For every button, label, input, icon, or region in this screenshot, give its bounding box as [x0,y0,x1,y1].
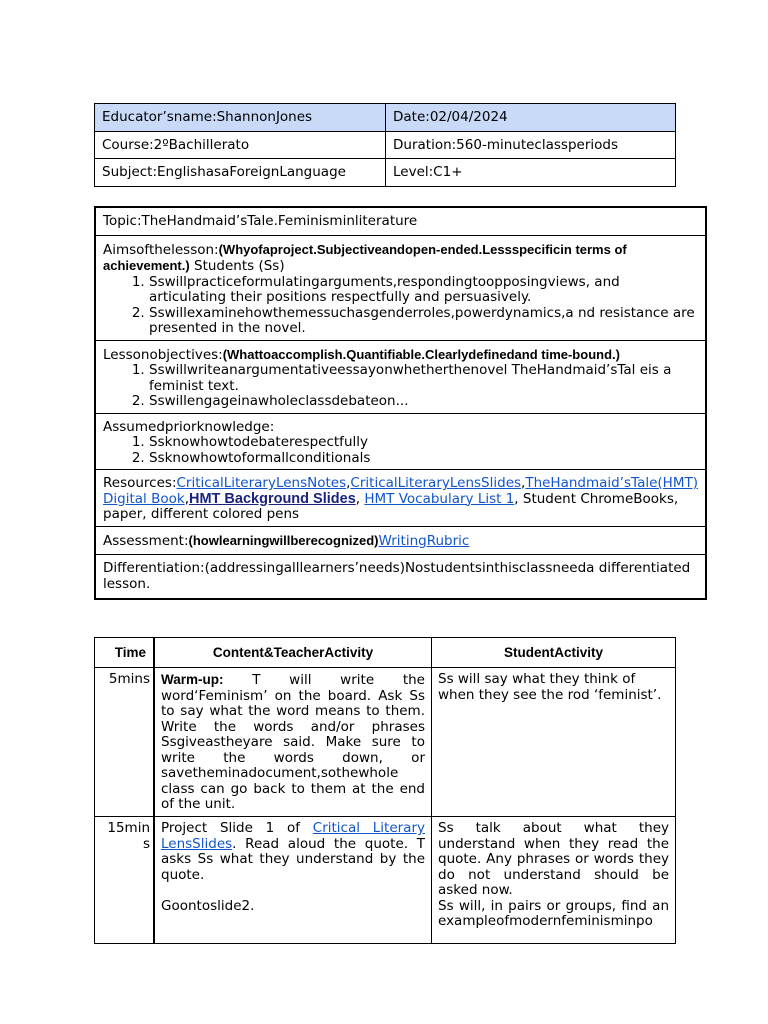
resources-cell [95,470,706,527]
student-text: Ss will, in pairs or groups, find an exampleofmodernfeminisminpo [438,897,669,929]
list-item: 2. Sswillexaminehowthemessuchasgenderroles,powerdynamics,a nd resistance are presented in the novel. [149,306,698,337]
aims-list [103,275,698,337]
assessment-cell [95,526,706,555]
prior-label: Assumedpriorknowledge: [103,418,275,435]
teacher-activity [154,668,432,817]
slide-text-pre: Project Slide 1 of [161,820,313,836]
list-item: 1. Ssknowhowtodebaterespectfully [149,435,698,451]
teacher-activity-header: Content&TeacherActivity [154,638,432,668]
differentiation-row [95,555,706,600]
assessment-note: (howlearningwillberecognized) [188,532,379,548]
hmt-digital-book-link[interactable]: TheHandmaid’sTale(HMT) Digital Book [103,475,698,507]
activities-header-row [95,638,676,668]
lesson-plan-table [94,206,707,600]
critical-lens-notes-link[interactable]: CriticalLiteraryLensNotes [176,475,347,491]
prior-knowledge-row [95,413,706,470]
duration: Duration:560-minuteclassperiods [386,131,676,159]
resources-label: Resources: [103,475,177,491]
hmt-background-slides-link[interactable]: HMT Background Slides [188,490,356,507]
activity-time: 15mins [95,817,155,944]
separator: , [355,490,365,507]
aims-row [95,235,706,340]
list-item: 1. Sswillpracticeformulatingarguments,respondingtoopposingviews, and articulating their positions respectfully and persuasively. [149,275,698,306]
course: Course:2ºBachillerato [95,131,386,159]
student-activity: Ss will say what they think of when they see the rod ‘feminist’. [432,668,676,817]
slide-text-post: . Read aloud the quote. T asks Ss what they understand by the quote. [161,835,425,883]
objectives-note: (Whattoaccomplish.Quantifiable.Clearlydefinedand time-bound.) [222,346,620,362]
student-activity-header: StudentActivity [432,638,676,668]
header-row [95,159,676,187]
list-item: 2. Sswillengageinawholeclassdebateon... [149,394,698,410]
educator-name: Educator’sname:ShannonJones [95,104,386,132]
header-row [95,131,676,159]
topic-row [95,207,706,235]
resources-row [95,470,706,527]
level: Level:C1+ [386,159,676,187]
header-row [95,104,676,132]
assessment-label: Assessment: [103,532,189,549]
activities-table [94,637,676,944]
warm-up-label: Warm-up: [161,672,224,687]
lesson-header-table [94,103,676,187]
critical-lens-slides-link[interactable]: Critical Literary LensSlides [161,820,425,852]
time-header: Time [95,638,155,668]
separator: , [184,490,189,507]
student-activity [432,817,676,944]
paragraph-gap [161,883,425,899]
aims-label: Aimsofthelesson: [103,241,219,258]
aims-note: (Whyofaproject.Subjectiveandopen-ended.Lessspecificin terms of achievement.) [103,241,627,273]
student-text: Ss talk about what they understand when they read the quote. Any phrases or words they do not understand should be asked now. [438,820,669,898]
table-row [95,817,676,944]
separator: , [521,475,526,491]
table-row [95,668,676,817]
list-item: 1. Sswillwriteanargumentativeessayonwhetherthenovel TheHandmaid’sTal eis a feminist text. [149,363,698,394]
warm-up-text: T will write the word‘Feminism’ on the board. Ask Ss to say what the word means to them. Write the words and/or phrases Ssgiveastheyare said. Make sure to write the words down, or savetheminadocument,sothewhole class can go back to them at the end of the unit. [161,672,425,812]
prior-list [103,435,698,466]
critical-lens-slides-link[interactable]: CriticalLiteraryLensSlides [350,475,522,491]
lesson-date: Date:02/04/2024 [386,104,676,132]
differentiation: Differentiation:(addressingalllearners’needs)Nostudentsinthisclassneeda differentiated lesson. [95,555,706,600]
writing-rubric-link[interactable]: WritingRubric [378,532,470,549]
aims-suffix: Students (Ss) [189,258,285,274]
aims-cell [95,235,706,340]
activity-time: 5mins [95,668,155,817]
hmt-vocabulary-list-link[interactable]: HMT Vocabulary List 1 [364,490,515,507]
objectives-list [103,363,698,410]
assessment-row [95,526,706,555]
list-item: 2. Ssknowhowtoformallconditionals [149,451,698,467]
topic: Topic:TheHandmaid’sTale.Feminisminliterature [95,207,706,235]
objectives-row [95,340,706,413]
objectives-cell [95,340,706,413]
resources-tail: , Student ChromeBooks, paper, different colored pens [103,490,679,522]
prior-knowledge-cell [95,413,706,470]
next-step: Goontoslide2. [161,897,255,914]
separator: , [346,475,351,491]
subject: Subject:EnglishasaForeignLanguage [95,159,386,187]
teacher-activity [154,817,432,944]
objectives-label: Lessonobjectives: [103,346,223,363]
